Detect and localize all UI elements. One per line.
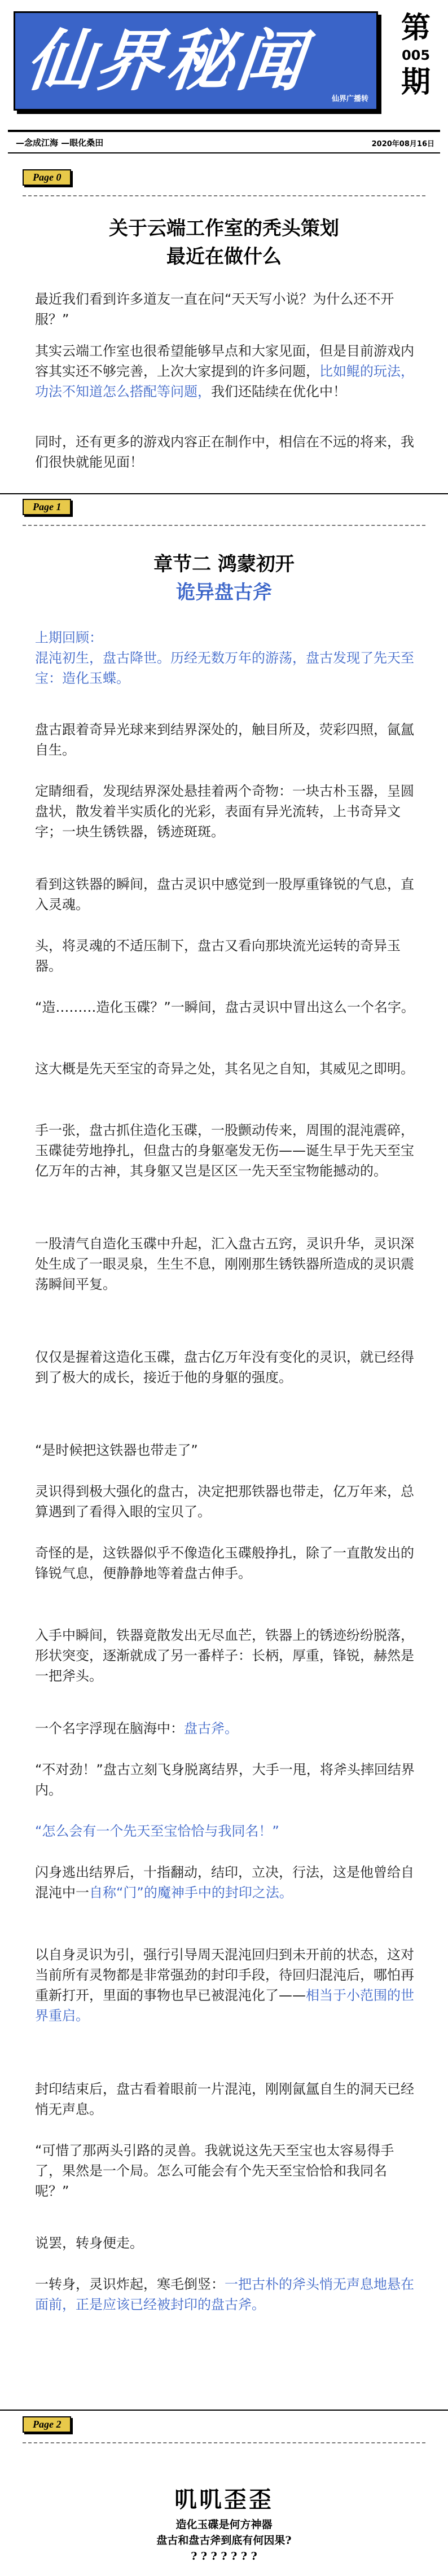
- story-paragraph: [35, 1862, 419, 1903]
- page-tag-1: Page 1: [23, 499, 71, 515]
- masthead-date: 2020年08月16日: [371, 140, 434, 148]
- section-divider: [0, 2410, 448, 2411]
- masthead: [8, 11, 440, 148]
- issue-number: 005: [401, 47, 431, 63]
- section0-p2-highlight: 比如鲲的玩法，功法不知道怎么搭配等问题，: [35, 363, 414, 400]
- issue-suffix: 期: [401, 65, 431, 99]
- story-quote-highlight: “怎么会有一个先天至宝恰恰与我同名！”: [35, 1823, 279, 1839]
- chapter-subtitle: 诡异盘古斧: [176, 581, 272, 604]
- section0-paragraph-3: 同时，还有更多的游戏内容正在制作中，相信在不远的将来，我们很快就能见面！: [35, 434, 414, 470]
- issue-number-block: [392, 11, 440, 99]
- story-paragraph: 看到这铁器的瞬间，盘古灵识中感觉到一股厚重锋锐的气息，直入灵魂。: [35, 876, 414, 912]
- story-paragraph: 盘古跟着奇异光球来到结界深处的，触目所及，荧彩四照，氤氲自生。: [35, 722, 414, 758]
- story-highlight: 自称“门”的魔神手中的封印之法。: [89, 1885, 293, 1901]
- story-paragraph: “不对劲！”盘古立刻飞身脱离结界，大手一甩，将斧头摔回结界内。: [35, 1762, 415, 1798]
- story-paragraph: 封印结束后，盘古看着眼前一片混沌，刚刚氤氲自生的洞天已经悄无声息。: [35, 2081, 414, 2117]
- section-divider: [0, 493, 448, 494]
- story-highlight: 相当于小范围的世界重启。: [35, 1987, 414, 2024]
- section0-p2-text: 其实云端工作室也很希望能够早点和大家见面，但是目前游戏内容其实还不够完善，上次大家提到的许多问题，: [35, 343, 414, 379]
- chapter-title: 章节二 鸿蒙初开: [153, 553, 295, 576]
- story-text: 以自身灵识为引，强行引导周天混沌回归到未开前的状态，这对当前所有灵物都是非常强劲的封印手段，待回归混沌后，哪怕再重新打开，里面的事物也早已被混沌化了——: [35, 1947, 414, 2003]
- story-paragraph: 定睛细看，发现结界深处悬挂着两个奇物：一块古朴玉器，呈圆盘状，散发着半实质化的光彩，表面有异光流转，上书奇异文字；一块生锈铁器，锈迹斑斑。: [35, 783, 414, 840]
- section0-title-line1: 关于云端工作室的秃头策划: [109, 217, 339, 240]
- dashed-divider: [23, 525, 425, 526]
- story-paragraph: 手一张，盘古抓住造化玉碟，一股颤动传来，周围的混沌震碎，玉碟徒劳地挣扎，但盘古的身躯毫发无伤——诞生早于先天至宝亿万年的古神，其身躯又岂是区区一先天至宝物能撼动的。: [35, 1122, 414, 1179]
- teaser-line-2: 盘古和盘古斧到底有何因果?: [156, 2534, 292, 2547]
- masthead-divider-thin: [8, 152, 440, 153]
- story-paragraph: 入手中瞬间，铁器竟散发出无尽血芒，铁器上的锈迹纷纷脱落，形状突变，逐渐就成了另一番样子：长柄，厚重，锋锐，赫然是一把斧头。: [35, 1627, 414, 1684]
- masthead-tag: 仙界广播转: [331, 95, 368, 103]
- story-highlight: 盘古斧。: [184, 1721, 238, 1736]
- story-text: 闪身逃出结界后，十指翻动，结印，立决，行法，这是他曾给自混沌中一: [35, 1864, 414, 1901]
- story-paragraph: 头，将灵魂的不适压制下，盘古又看向那块流光运转的奇异玉器。: [35, 938, 401, 974]
- recap-label: 上期回顾：: [35, 630, 103, 646]
- masthead-title-box: [14, 11, 378, 111]
- story-paragraph: “可惜了那两头引路的灵兽。我就说这先天至宝也太容易得手了，果然是一个局。怎么可能会有个先天至宝恰恰和我同名呢？”: [35, 2143, 394, 2199]
- page-tag-0: Page 0: [23, 169, 71, 186]
- section0-p2-text-end: 我们还陆续在优化中！: [211, 384, 346, 400]
- section0-paragraph-2: [35, 341, 419, 402]
- masthead-divider: [8, 130, 440, 132]
- story-paragraph: “造………造化玉碟？”一瞬间，盘古灵识中冒出这么一个名字。: [35, 999, 415, 1015]
- story-paragraph: [35, 1718, 419, 1739]
- recap-text: 混沌初生，盘古降世。历经无数万年的游荡，盘古发现了先天至宝：造化玉蝶。: [35, 650, 414, 686]
- story-paragraph: [35, 2274, 419, 2315]
- masthead-slogan: —念成江海 —眼化桑田: [16, 138, 104, 148]
- story-paragraph: “是时候把这铁器也带走了”: [35, 1442, 198, 1458]
- story-paragraph: 一股清气自造化玉碟中升起，汇入盘古五窍，灵识升华，灵识深处生成了一眼灵泉，生生不息，刚刚那生锈铁器所造成的灵识震荡瞬间平复。: [35, 1236, 414, 1292]
- story-paragraph: 灵识得到极大强化的盘古，决定把那铁器也带走，亿万年来，总算遇到了看得入眼的宝贝了。: [35, 1484, 414, 1520]
- teaser-line-3: ? ? ? ? ? ? ?: [191, 2550, 257, 2562]
- story-highlight: 一把古朴的斧头悄无声息地悬在面前，正是应该已经被封印的盘古斧。: [35, 2276, 414, 2312]
- section0-paragraph-1: 最近我们看到许多道友一直在问“天天写小说？为什么还不开服？”: [35, 291, 394, 327]
- issue-prefix: 第: [401, 11, 431, 45]
- masthead-title: 仙界秘闻: [22, 22, 311, 100]
- story-paragraph: 这大概是先天至宝的奇异之处，其名见之自知，其威见之即明。: [35, 1061, 414, 1077]
- story-text: 一个名字浮现在脑海中：: [35, 1721, 184, 1736]
- dashed-divider: [23, 2442, 425, 2443]
- teaser-line-1: 造化玉碟是何方神器: [175, 2518, 273, 2531]
- dashed-divider: [23, 195, 425, 196]
- story-paragraph: 奇怪的是，这铁器似乎不像造化玉碟般挣扎，除了一直散发出的锋锐气息，便静静地等着盘古伸手。: [35, 1545, 414, 1581]
- story-paragraph: 仅仅是握着这造化玉碟，盘古亿万年没有变化的灵识，就已经得到了极大的成长，接近于他的身躯的强度。: [35, 1349, 414, 1385]
- story-text: 一转身，灵识炸起，寒毛倒竖：: [35, 2276, 225, 2292]
- page2-teaser: [113, 2483, 335, 2562]
- teaser-brand: 叽叽歪歪: [174, 2486, 274, 2513]
- section0-title-line2: 最近在做什么: [166, 245, 282, 268]
- story-paragraph: 说罢，转身便走。: [35, 2235, 143, 2251]
- page-tag-2: Page 2: [23, 2416, 71, 2433]
- story-paragraph: [35, 1945, 419, 2026]
